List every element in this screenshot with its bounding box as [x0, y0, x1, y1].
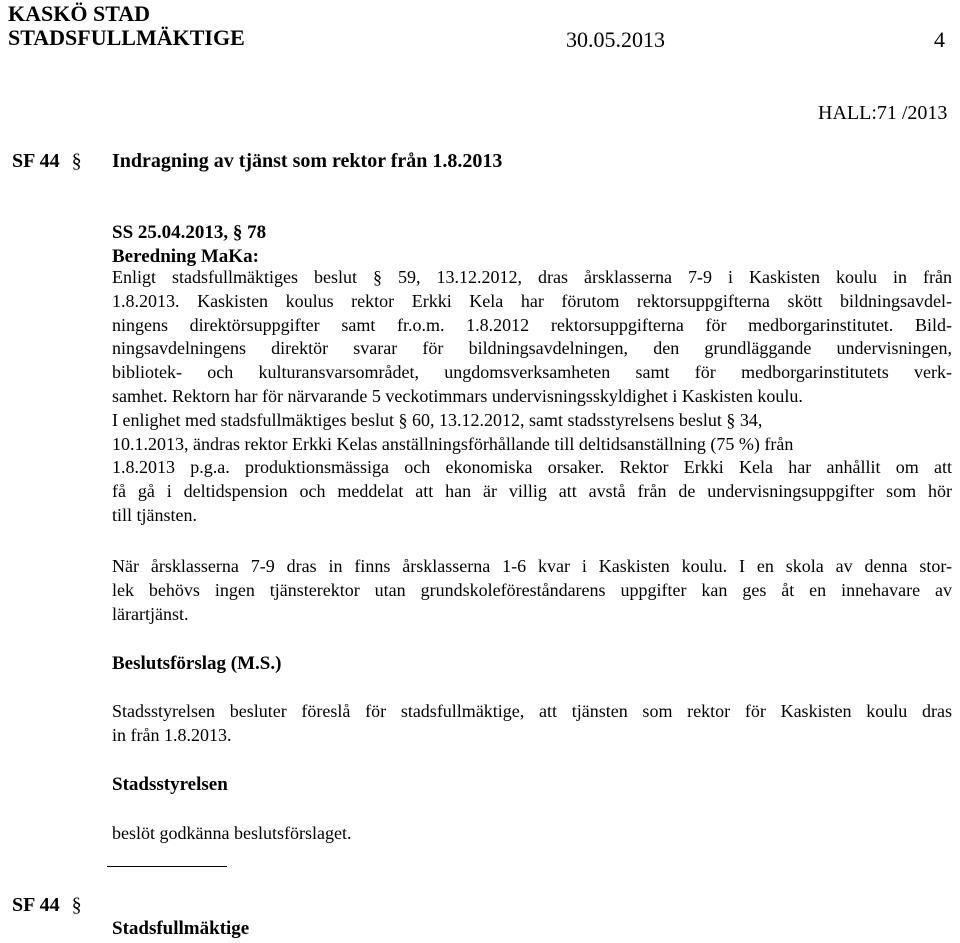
section-code: SF 44 — [12, 150, 60, 172]
paragraph-line: lek behövs ingen tjänsterektor utan grundskoleföreståndarens uppgifter kan ges åt en innehavare av — [112, 579, 952, 600]
council-section-sign: § — [71, 894, 82, 916]
paragraph-line: 10.1.2013, ändras rektor Erkki Kelas anställningsförhållande till deltidsanställning (75 %) från — [112, 433, 794, 454]
paragraph-1 — [112, 266, 952, 528]
beredning-label: Beredning MaKa: — [112, 245, 259, 267]
proposal-text — [112, 700, 952, 748]
council-name: STADSFULLMÄKTIGE — [8, 25, 245, 50]
section-title: Indragning av tjänst som rektor från 1.8.2013 — [112, 150, 503, 172]
proposal-line: in från 1.8.2013. — [112, 724, 232, 745]
proposal-line: Stadsstyrelsen besluter föreslå för stadsfullmäktige, att tjänsten som rektor för Kaskisten koulu dras — [112, 701, 952, 721]
municipality-name: KASKÖ STAD — [8, 1, 151, 26]
paragraph-line: få gå i deltidspension och meddelat att han är villig att avstå från de undervisningsuppgifter som hör — [112, 481, 952, 502]
council-heading: Stadsfullmäktige — [112, 918, 250, 939]
board-heading: Stadsstyrelsen — [112, 774, 228, 795]
paragraph-line: bibliotek- och kulturansvarsområdet, ungdomsverksamheten samt för medborgarinstitutets verk- — [112, 362, 952, 383]
paragraph-line: 1.8.2013 p.g.a. produktionsmässiga och ekonomiska orsaker. Rektor Erkki Kela har anhållit om att — [112, 457, 952, 478]
board-decision-text: beslöt godkänna beslutsförslaget. — [112, 823, 352, 843]
page-number: 4 — [934, 27, 945, 52]
council-section-label — [12, 893, 82, 917]
paragraph-line: ningsavdelningens direktör svarar för bildningsavdelningen, den grundläggande undervisningen, — [112, 338, 952, 359]
section-label — [12, 149, 82, 173]
paragraph-line: samhet. Rektorn har för närvarande 5 veckotimmars undervisningsskyldighet i Kaskisten koulu. — [112, 385, 803, 406]
paragraph-line: När årsklasserna 7-9 dras in finns årsklasserna 1-6 kvar i Kaskisten koulu. I en skola av denna stor- — [112, 556, 952, 576]
prep-block — [112, 221, 952, 269]
section-sign: § — [71, 150, 82, 172]
paragraph-line: 1.8.2013. Kaskisten koulus rektor Erkki Kela har förutom rektorsuppgifterna skött bildningsavdel- — [112, 290, 952, 311]
ss-reference: SS 25.04.2013, § 78 — [112, 222, 267, 243]
meeting-date: 30.05.2013 — [566, 27, 665, 52]
council-section-code: SF 44 — [12, 894, 60, 916]
paragraph-2 — [112, 555, 952, 626]
paragraph-line: lärartjänst. — [112, 603, 189, 624]
proposal-heading: Beslutsförslag (M.S.) — [112, 653, 282, 674]
hall-reference: HALL:71 /2013 — [818, 102, 948, 124]
separator-rule — [107, 866, 227, 867]
paragraph-line: ningens direktörsuppgifter samt fr.o.m. 1.8.2012 rektorsuppgifterna för medborgarinstitutet. Bild- — [112, 314, 952, 335]
paragraph-line: Enligt stadsfullmäktiges beslut § 59, 13.12.2012, dras årsklasserna 7-9 i Kaskisten koulu in från — [112, 267, 952, 287]
paragraph-line: I enlighet med stadsfullmäktiges beslut § 60, 13.12.2012, samt stadsstyrelsens beslut § 34, — [112, 409, 763, 430]
paragraph-line: till tjänsten. — [112, 504, 197, 525]
